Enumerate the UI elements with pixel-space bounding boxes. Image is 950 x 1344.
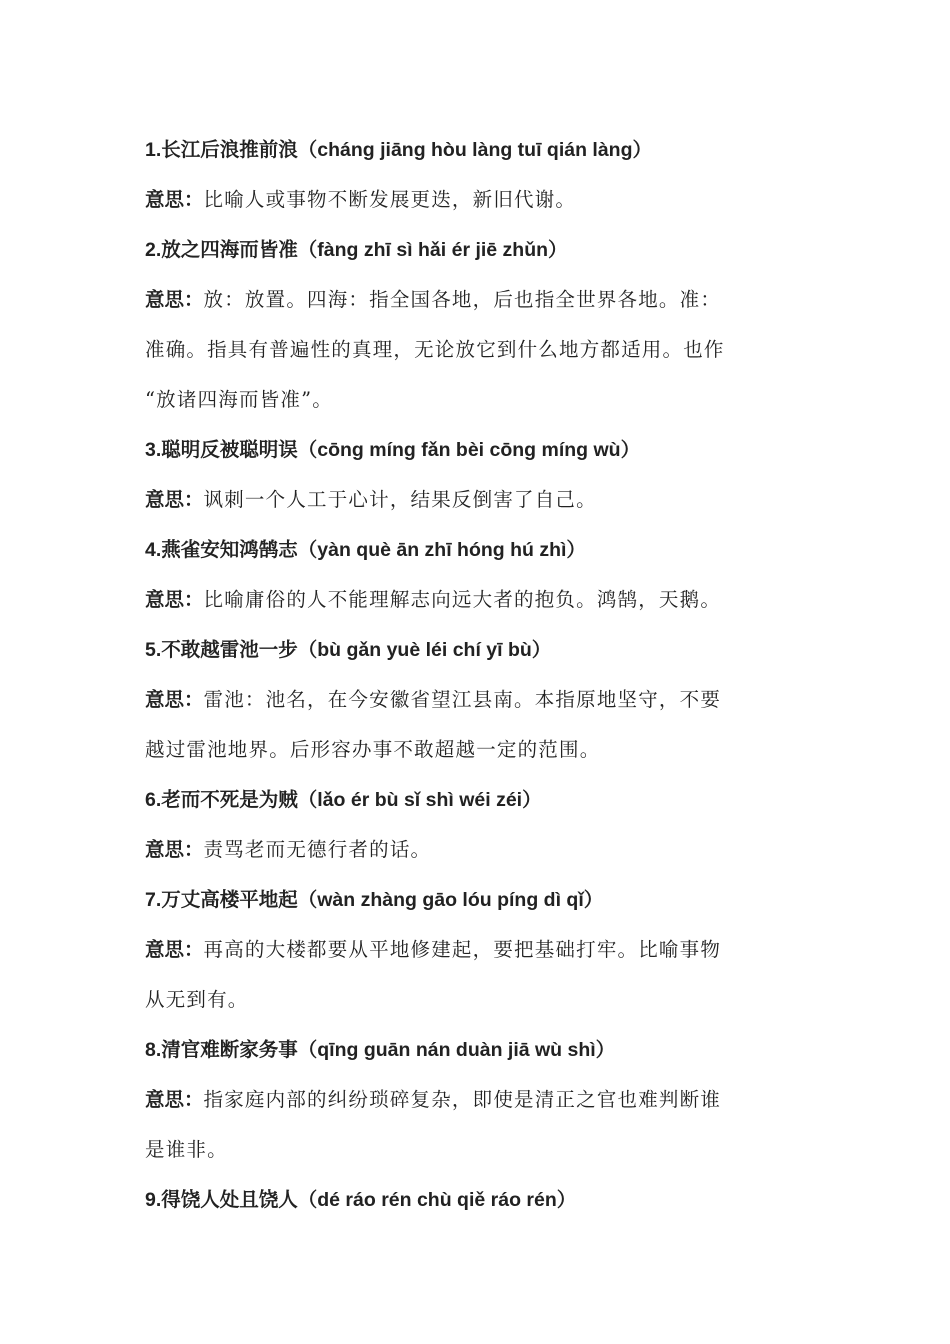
meaning-label: 意思： (145, 589, 204, 611)
entry-title: 1.长江后浪推前浪（cháng jiāng hòu làng tuī qián làng） (145, 139, 653, 161)
entry-meaning (145, 833, 810, 883)
meaning-label: 意思： (145, 189, 204, 211)
meaning-text: 比喻庸俗的人不能理解志向远大者的抱负。鸿鹄，天鹅。 (203, 588, 722, 611)
entry-meaning (145, 483, 810, 533)
meaning-continuation: 越过雷池地界。后形容办事不敢超越一定的范围。 (145, 738, 601, 761)
entry-meaning (145, 1083, 810, 1133)
entry-title: 8.清官难断家务事（qīng guān nán duàn jiā wù shì） (145, 1039, 616, 1061)
meaning-label: 意思： (145, 489, 204, 511)
entry-title: 5.不敢越雷池一步（bù gǎn yuè léi chí yī bù） (145, 639, 552, 661)
entry-title: 7.万丈高楼平地起（wàn zhàng gāo lóu píng dì qǐ） (145, 889, 604, 911)
meaning-continuation: 准确。指具有普遍性的真理，无论放它到什么地方都适用。也作 (145, 338, 725, 361)
entry-meaning (145, 683, 810, 733)
entry-meaning (145, 933, 810, 983)
entry-title: 9.得饶人处且饶人（dé ráo rén chù qiě ráo rén） (145, 1189, 577, 1211)
entry-meaning (145, 183, 810, 233)
meaning-text: 责骂老而无德行者的话。 (203, 838, 432, 861)
entry-title: 3.聪明反被聪明误（cōng míng fǎn bèi cōng míng wù） (145, 439, 641, 461)
meaning-continuation: 从无到有。 (145, 988, 249, 1011)
entry-title: 6.老而不死是为贼（lǎo ér bù sǐ shì wéi zéi） (145, 789, 542, 811)
meaning-label: 意思： (145, 939, 204, 961)
meaning-continuation: 是谁非。 (145, 1138, 228, 1161)
meaning-text: 指家庭内部的纠纷琐碎复杂，即使是清正之官也难判断谁 (203, 1088, 722, 1111)
meaning-text: 再高的大楼都要从平地修建起，要把基础打牢。比喻事物 (203, 938, 722, 961)
entry-title: 2.放之四海而皆准（fàng zhī sì hǎi ér jiē zhǔn） (145, 239, 568, 261)
entry-meaning (145, 583, 810, 633)
meaning-label: 意思： (145, 1089, 204, 1111)
entry-meaning (145, 283, 810, 333)
meaning-text: 讽刺一个人工于心计，结果反倒害了自己。 (203, 488, 597, 511)
meaning-label: 意思： (145, 289, 204, 311)
meaning-text: 放：放置。四海：指全国各地，后也指全世界各地。准： (203, 288, 722, 311)
document-body (145, 133, 810, 1233)
meaning-continuation: “放诸四海而皆准”。 (145, 388, 333, 411)
meaning-text: 雷池：池名，在今安徽省望江县南。本指原地坚守，不要 (203, 688, 722, 711)
meaning-label: 意思： (145, 689, 204, 711)
meaning-text: 比喻人或事物不断发展更迭，新旧代谢。 (203, 188, 577, 211)
entry-title: 4.燕雀安知鸿鹄志（yàn què ān zhī hóng hú zhì） (145, 539, 586, 561)
meaning-label: 意思： (145, 839, 204, 861)
